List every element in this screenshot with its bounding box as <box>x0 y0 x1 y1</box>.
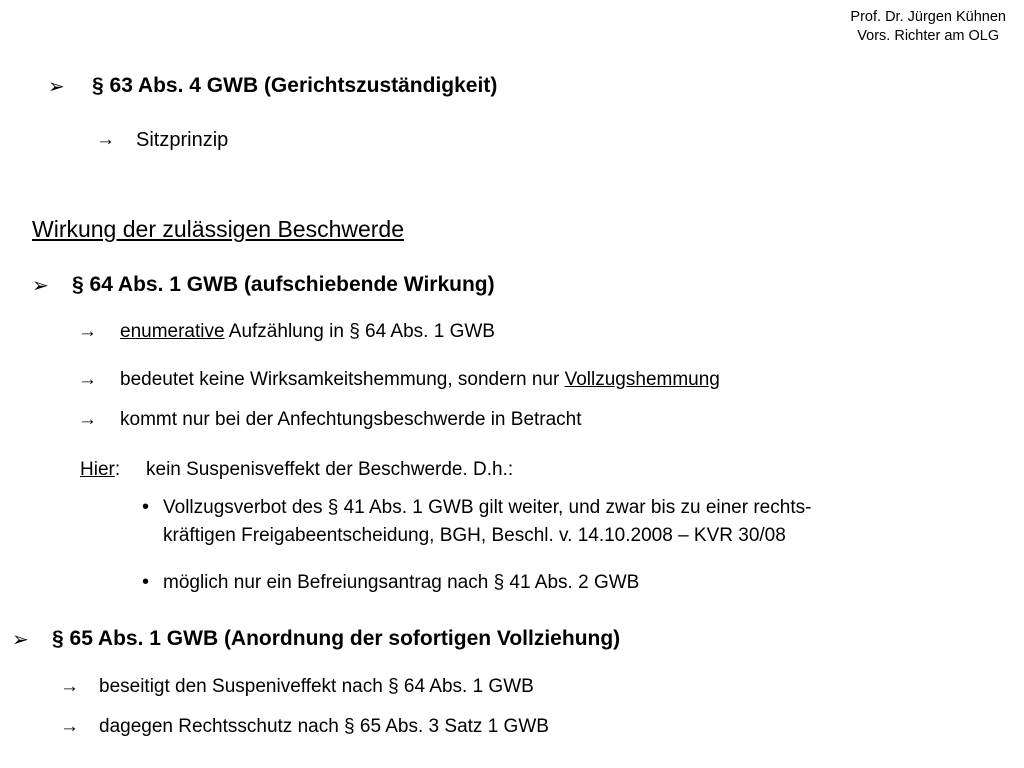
arrow-right-icon: → <box>60 716 79 737</box>
dot1-line2: kräftigen Freigabeentscheidung, BGH, Beschl. v. 14.10.2008 – KVR 30/08 <box>163 525 786 546</box>
bullet-dot-icon: • <box>142 571 150 593</box>
arrow-right-icon: → <box>96 129 115 150</box>
arrow-right-icon: → <box>78 369 97 390</box>
bullet-arrowhead-icon: ➢ <box>32 275 49 297</box>
item-64-line3: kommt nur bei der Anfechtungsbeschwerde in Betracht <box>120 409 582 430</box>
section-title: Wirkung der zulässigen Beschwerde <box>32 216 405 242</box>
item-64-line2-pre: bedeutet keine Wirksamkeitshemmung, sondern nur <box>120 369 565 390</box>
bullet-dot-icon: • <box>142 496 150 518</box>
item-64-line2 <box>120 369 720 391</box>
item-65-line2: dagegen Rechtsschutz nach § 65 Abs. 3 Satz 1 GWB <box>99 716 549 737</box>
hier-label: Hier <box>80 459 115 480</box>
hier-colon: : <box>114 459 121 480</box>
item-64-line1 <box>120 321 495 343</box>
underlined-term: Vollzugshemmung <box>564 369 720 390</box>
item-64-line1-rest: Aufzählung in § 64 Abs. 1 GWB <box>224 321 495 342</box>
item-65-line1: beseitigt den Suspeniveffekt nach § 64 Abs. 1 GWB <box>99 676 534 697</box>
arrow-right-icon: → <box>78 409 97 430</box>
hier-line <box>80 459 120 481</box>
item-64-heading: § 64 Abs. 1 GWB (aufschiebende Wirkung) <box>72 273 495 296</box>
dot1-line1: Vollzugsverbot des § 41 Abs. 1 GWB gilt weiter, und zwar bis zu einer rechts- <box>163 497 812 518</box>
dot2-text: möglich nur ein Befreiungsantrag nach § 41 Abs. 2 GWB <box>163 572 640 593</box>
underlined-term: enumerative <box>120 321 225 342</box>
item-65-heading: § 65 Abs. 1 GWB (Anordnung der sofortigen Vollziehung) <box>52 627 621 650</box>
item-63-heading: § 63 Abs. 4 GWB (Gerichtszuständigkeit) <box>92 74 498 97</box>
arrow-right-icon: → <box>60 676 79 697</box>
author-title: Vors. Richter am OLG <box>857 28 1000 44</box>
item-63-sub: Sitzprinzip <box>136 129 229 151</box>
author-block <box>850 8 1006 46</box>
arrow-right-icon: → <box>78 321 97 342</box>
hier-text: kein Suspenisveffekt der Beschwerde. D.h.: <box>146 459 514 480</box>
author-name: Prof. Dr. Jürgen Kühnen <box>850 9 1006 25</box>
bullet-arrowhead-icon: ➢ <box>12 629 29 651</box>
bullet-arrowhead-icon: ➢ <box>48 76 65 98</box>
